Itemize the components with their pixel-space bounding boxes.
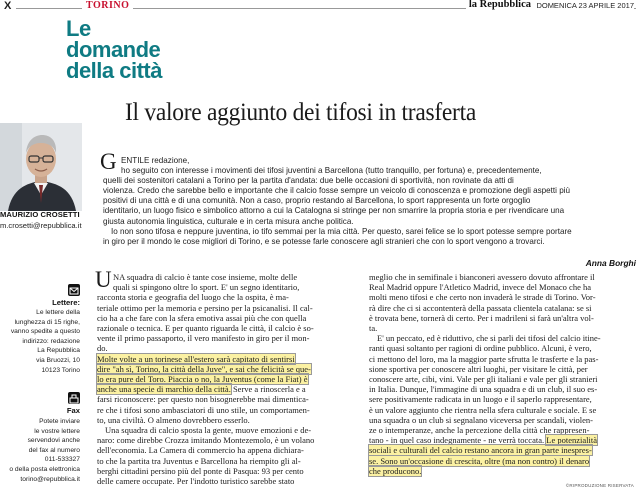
- reply-line: vente il primo passaporto, il vero manifesto in giro per il mon-: [97, 333, 310, 344]
- reply-line: re che i tifosi sono ambasciatori di uno stile, un comportamen-: [97, 404, 310, 415]
- reply-column-1: [97, 272, 359, 486]
- letters-info-line: La Repubblica: [37, 347, 80, 355]
- letters-info-line: via Bruozzi, 10: [36, 356, 80, 364]
- letter-dropcap: G: [100, 149, 117, 174]
- fax-info-line: o della posta elettronica: [9, 465, 80, 473]
- reply-column-2: [369, 272, 637, 476]
- reply-line: ze o intemperanze, anche la percezione della città che rappresen-: [369, 425, 590, 436]
- reply-line: in Italia. Dunque, l'immagine di una squadra e di un club, il suo es-: [369, 384, 598, 395]
- reply-line: racconta storia e geografia del luogo che la ospita, è ma-: [97, 292, 289, 303]
- reply-line: to, una civiltà. O almeno dovrebbero esserlo.: [97, 414, 250, 425]
- letter-line: identitario, un luogo fisico e simbolico attorno a cui la Catalogna si stringe per non smarrire la propria storia e per rivendicare una: [103, 206, 565, 216]
- reply-line: una squadra o un club si segnalano viceversa per scandali, violen-: [369, 414, 593, 425]
- reply-line: ta.: [369, 323, 378, 334]
- author-photo: [0, 123, 82, 211]
- letters-heading: Lettere:: [52, 298, 80, 307]
- reply-line: è trovata bene, tornerà di certo. Per i madrileni si farà un'altra vol-: [369, 312, 594, 323]
- section-title-line: della città: [66, 58, 162, 83]
- letters-info-line: vanno spedite a questo: [10, 328, 80, 336]
- fax-info-line: servendovi anche: [27, 437, 80, 445]
- reply-line: [369, 435, 637, 445]
- reply-line: molti meno tifosi e che certo non invaderà le strade di Torino. Vor-: [369, 292, 596, 303]
- highlighted-line: [369, 445, 637, 455]
- fax-info-line: le vostre lettere: [34, 427, 80, 435]
- reply-line: do.: [97, 343, 108, 354]
- reply-line: ranti quasi soltanto per ragioni di ordine pubblico. Alcuni, è vero,: [369, 343, 592, 354]
- fax-number: 011-533327: [44, 456, 80, 464]
- highlighted-line: [369, 456, 637, 466]
- reader-letter: [103, 156, 636, 247]
- reply-line: Una squadra di calcio sposta la gente, muove emozioni e de-: [105, 425, 312, 436]
- section-title-line: Le: [66, 16, 91, 41]
- fax-info-line: del fax al numero: [28, 446, 80, 454]
- reply-text: tano - in quel caso indegnamente - ne verrà toccata.: [369, 435, 547, 446]
- contact-email[interactable]: torino@repubblica.it: [20, 475, 80, 483]
- letter-line: positivi di una città e di una comunità. Non a caso, proprio restando al Barcellona, lo sport rappresenta un forte orgoglio: [103, 196, 531, 206]
- reply-line: razionale o tecnica. E per quanto riguarda le città, il calcio è so-: [97, 323, 314, 334]
- reply-line: conoscere arte, cibi, vini. Vale per gli italiani e vale per gli stranieri: [369, 374, 598, 385]
- letter-envelope-icon: [68, 284, 80, 296]
- highlight-mark: sociali e culturali del calcio restano ancora in gran parte inespres-: [369, 445, 592, 456]
- reply-line: dell'economia. La Camera di commercio ha appena dichiara-: [97, 445, 304, 456]
- letter-salutation: ENTILE redazione,: [121, 156, 190, 165]
- highlighted-line: [97, 364, 359, 374]
- highlight-mark: dire "ah sì, Torino, la città della Juve", e sai che felicità se que-: [97, 363, 311, 374]
- highlight-mark: Molte volte a un torinese all'estero sarà capitato di sentirsi: [97, 353, 295, 364]
- letter-line: quelli dei sostenitori catalani a Torino per la partita d'andata: due belle occasioni di sportività, non rovinate da atti di: [103, 176, 514, 186]
- reply-line: rà dire che ci si accontenterà della passata clientela catalana: se si: [369, 302, 592, 313]
- reply-line: quali si spingono oltre lo sport. E' un segno identitario,: [113, 282, 300, 293]
- highlighted-line: [97, 384, 359, 394]
- letters-info-line: lunghezza di 15 righe,: [14, 318, 80, 326]
- reply-line: farsi riconoscere: per questo non bisognerebbe mai dimentica-: [97, 394, 309, 405]
- reply-line: to che la partita tra Juventus e Barcellona ha riempito gli al-: [97, 455, 301, 466]
- letters-info-line: Le lettere della: [36, 309, 80, 316]
- reply-line: sione sportiva per conoscere altri luoghi, per visitare le città, per: [369, 363, 588, 374]
- section-title: [66, 18, 266, 81]
- reply-line: NA squadra di calcio è tante cose insieme, molte delle: [113, 272, 298, 282]
- reply-dropcap: U: [95, 267, 112, 292]
- highlighted-line: [97, 374, 359, 384]
- letters-info-line: indirizzo: redazione: [22, 337, 80, 345]
- letter-line: giusta autonomia linguistica, culturale e in certa misura anche politica.: [103, 216, 354, 226]
- reply-line: ci mettono del loro, ma la maggior parte sfrutta le trasferte e la pas-: [369, 353, 599, 364]
- letter-line: ho seguito con interesse i movimenti dei tifosi juventini a Barcellona (tutto tranquillo, per fortuna) e, precedentemente,: [121, 166, 542, 176]
- highlight-mark: che producono.: [369, 465, 422, 476]
- issue-date: DOMENICA 23 APRILE 2017: [533, 1, 634, 10]
- section-title-line: domande: [66, 37, 161, 62]
- reply-line: berghi cittadini persino più del ponte di Pasqua: 93 per cento: [97, 465, 304, 476]
- reply-line: naro: come direbbe Crozza imitando Montezemolo, è un volano: [97, 435, 315, 446]
- section-marker-icon: X: [4, 0, 12, 12]
- highlight-mark: Le potenzialità: [546, 435, 597, 446]
- reply-line: Real Madrid oppure l'Atletico Madrid, invece del Monaco che ha: [369, 282, 591, 293]
- letter-line: violenza. Credo che sarebbe bello e importante che il calcio fosse sempre un veicolo di conoscenza e promozione degli aspetti più: [103, 186, 571, 196]
- newspaper-masthead: la Repubblica: [466, 0, 534, 10]
- highlight-mark: se. Sono un'occasione di crescita, oltre (ma non contro) il denaro: [369, 455, 590, 466]
- letters-info-line: 10123 Torino: [41, 366, 80, 374]
- letters-info: [0, 308, 80, 375]
- highlighted-line: [97, 354, 359, 364]
- city-tag: TORINO: [82, 0, 133, 11]
- fax-heading: Fax: [66, 406, 80, 415]
- author-name: MAURIZIO CROSETTI: [0, 210, 80, 219]
- reply-line: sere positivamente radicata in un luogo e il saperlo rappresentare,: [369, 394, 592, 405]
- author-portrait-illustration: [0, 123, 82, 211]
- reply-line: meglio che in semifinale i bianconeri avessero dovuto affrontare il: [369, 272, 595, 282]
- article-headline: Il valore aggiunto dei tifosi in trasferta: [125, 99, 476, 126]
- copyright-notice: ©RIPRODUZIONE RISERVATA: [565, 483, 634, 488]
- reply-line: è un valore aggiunto che rientra nella sfera culturale e sociale. E se: [369, 404, 597, 415]
- header-bar: [16, 0, 636, 12]
- reply-line: delle camere occupate. Per l'indotto turistico sarebbe stato: [97, 476, 295, 487]
- author-email[interactable]: m.crosetti@repubblica.it: [0, 221, 82, 230]
- highlighted-line: [369, 466, 637, 476]
- fax-info: [0, 417, 80, 484]
- reply-line: E' un peccato, ed è riduttivo, che si parli dei tifosi del calcio itine-: [377, 333, 601, 344]
- highlight-mark: anche una specie di marchio della città.: [97, 384, 231, 395]
- reply-line: cio ha a che fare con la sfera emotiva assai più che con quella: [97, 312, 307, 323]
- letter-line: Io non sono tifosa e neppure juventina, io tifo semmai per la mia città. Per questo, sarei felice se lo sport potesse sempre portare: [111, 226, 572, 236]
- reply-text: Serve a rinoscerla e a: [230, 384, 306, 395]
- fax-icon: [68, 392, 80, 404]
- highlight-mark: lo era pure del Toro. Piaccia o no, la Juventus (come la Fiat) è: [97, 374, 308, 385]
- reply-line: teriale ottimo per la memoria e persino per la psicanalisi. Il cal-: [97, 302, 313, 313]
- letter-line: in giro per il mondo le cose migliori di Torino, e se potesse farle conoscere agli stranieri che con lo sport vengono a trovarci.: [103, 236, 545, 246]
- fax-info-line: Potete inviare: [39, 418, 80, 425]
- letter-signature: Anna Borghi: [585, 258, 636, 268]
